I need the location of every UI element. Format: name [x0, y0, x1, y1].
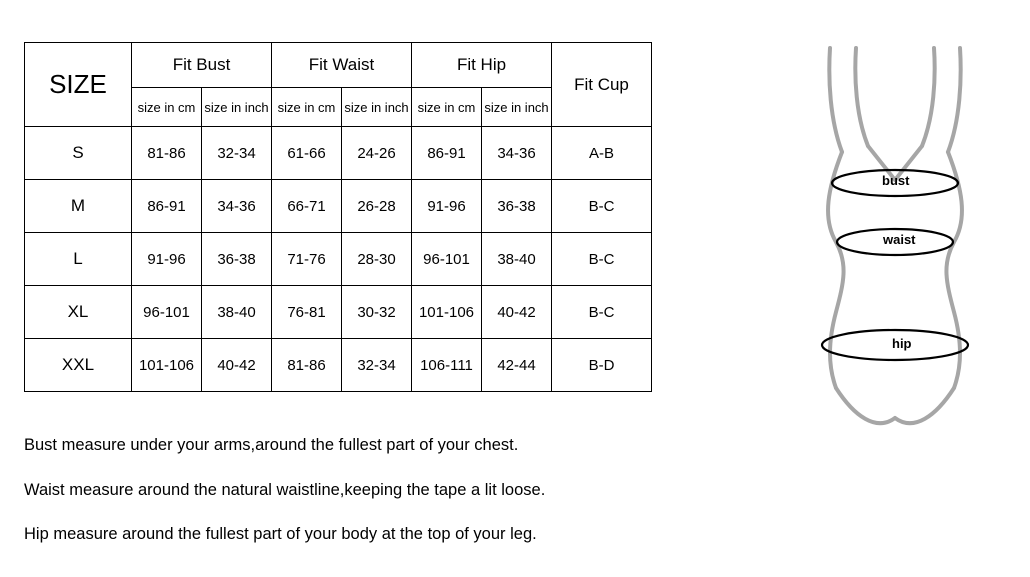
cell-waist-inch: 24-26 — [342, 127, 412, 180]
cell-waist-cm: 71-76 — [272, 233, 342, 286]
header-bust-cm: size in cm — [132, 88, 202, 127]
header-group-waist: Fit Waist — [272, 43, 412, 88]
table-header-group-row — [25, 43, 652, 88]
header-hip-cm: size in cm — [412, 88, 482, 127]
cell-waist-inch: 26-28 — [342, 180, 412, 233]
header-cup: Fit Cup — [552, 43, 652, 127]
swimsuit-outline-icon — [770, 20, 1020, 440]
cell-waist-cm: 76-81 — [272, 286, 342, 339]
cell-bust-inch: 32-34 — [202, 127, 272, 180]
note-bust: Bust measure under your arms,around the fullest part of your chest. — [24, 436, 519, 454]
cell-bust-cm: 101-106 — [132, 339, 202, 392]
header-bust-inch: size in inch — [202, 88, 272, 127]
cell-hip-cm: 86-91 — [412, 127, 482, 180]
header-group-bust: Fit Bust — [132, 43, 272, 88]
table-row — [25, 233, 652, 286]
cell-hip-cm: 91-96 — [412, 180, 482, 233]
row-size-label: S — [25, 127, 132, 180]
cell-waist-cm: 61-66 — [272, 127, 342, 180]
row-size-label: M — [25, 180, 132, 233]
cell-hip-cm: 96-101 — [412, 233, 482, 286]
cell-bust-inch: 36-38 — [202, 233, 272, 286]
cell-bust-inch: 38-40 — [202, 286, 272, 339]
cell-waist-cm: 66-71 — [272, 180, 342, 233]
header-size: SIZE — [25, 43, 132, 127]
table-row — [25, 127, 652, 180]
cell-waist-inch: 28-30 — [342, 233, 412, 286]
note-waist: Waist measure around the natural waistline,keeping the tape a lit loose. — [24, 480, 546, 499]
header-hip-inch: size in inch — [482, 88, 552, 127]
cell-hip-cm: 101-106 — [412, 286, 482, 339]
cell-cup: B-D — [552, 339, 652, 392]
table-row — [25, 286, 652, 339]
cell-hip-inch: 40-42 — [482, 286, 552, 339]
size-chart-table — [24, 42, 652, 392]
cell-hip-inch: 34-36 — [482, 127, 552, 180]
cell-hip-inch: 36-38 — [482, 180, 552, 233]
cell-waist-cm: 81-86 — [272, 339, 342, 392]
swimsuit-figure — [770, 20, 1020, 440]
cell-bust-inch: 34-36 — [202, 180, 272, 233]
cell-hip-cm: 106-111 — [412, 339, 482, 392]
figure-label-hip: hip — [892, 336, 912, 351]
cell-bust-inch: 40-42 — [202, 339, 272, 392]
figure-label-bust: bust — [882, 173, 910, 188]
cell-waist-inch: 32-34 — [342, 339, 412, 392]
header-group-hip: Fit Hip — [412, 43, 552, 88]
cell-cup: B-C — [552, 180, 652, 233]
cell-bust-cm: 91-96 — [132, 233, 202, 286]
measurement-notes — [24, 437, 744, 571]
cell-cup: B-C — [552, 286, 652, 339]
cell-waist-inch: 30-32 — [342, 286, 412, 339]
cell-hip-inch: 42-44 — [482, 339, 552, 392]
cell-cup: B-C — [552, 233, 652, 286]
header-waist-cm: size in cm — [272, 88, 342, 127]
cell-bust-cm: 96-101 — [132, 286, 202, 339]
row-size-label: XXL — [25, 339, 132, 392]
cell-cup: A-B — [552, 127, 652, 180]
cell-hip-inch: 38-40 — [482, 233, 552, 286]
row-size-label: L — [25, 233, 132, 286]
table-row — [25, 180, 652, 233]
table-row — [25, 339, 652, 392]
row-size-label: XL — [25, 286, 132, 339]
cell-bust-cm: 81-86 — [132, 127, 202, 180]
header-waist-inch: size in inch — [342, 88, 412, 127]
figure-label-waist: waist — [883, 232, 916, 247]
note-hip: Hip measure around the fullest part of your body at the top of your leg. — [24, 525, 537, 543]
cell-bust-cm: 86-91 — [132, 180, 202, 233]
